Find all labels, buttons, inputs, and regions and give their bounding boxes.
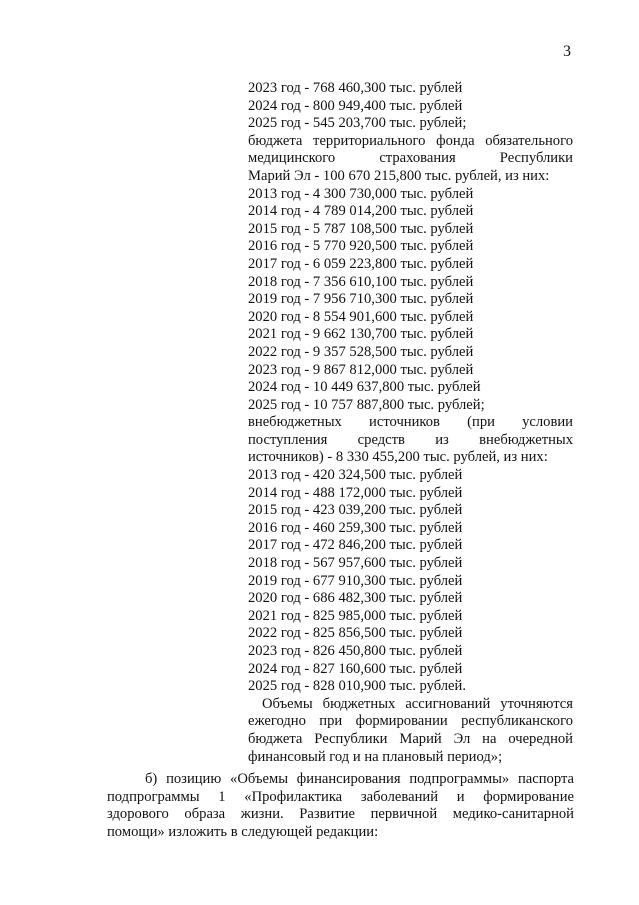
header-line: поступления средств из внебюджетных — [248, 431, 573, 448]
funding-line: 2020 год - 686 482,300 тыс. рублей — [248, 590, 463, 607]
funding-line: 2015 год - 423 039,200 тыс. рублей — [248, 502, 463, 519]
extrabudget-years-list — [248, 467, 573, 696]
page-number: 3 — [563, 43, 571, 60]
funding-line: 2014 год - 488 172,000 тыс. рублей — [248, 484, 463, 501]
paragraph-line: здорового образа жизни. Развитие первичной медико-санитарной — [107, 806, 574, 823]
funding-line: 2014 год - 4 789 014,200 тыс. рублей — [248, 203, 474, 220]
funding-line: 2017 год - 6 059 223,800 тыс. рублей — [248, 255, 474, 272]
paragraph-line: подпрограммы 1 «Профилактика заболеваний и формирование — [107, 788, 574, 805]
funding-line: 2018 год - 7 356 610,100 тыс. рублей — [248, 273, 474, 290]
funding-column — [248, 80, 573, 766]
header-line: медицинского страхования Республики — [248, 150, 573, 167]
closing-note: Объемы бюджетных ассигнований уточняются ежегодно при формировании республиканского бюджета Республики Марий Эл на очередной финансовый год и на плановый период»; — [248, 695, 573, 765]
tfoms-header — [248, 133, 573, 186]
header-line: бюджета территориального фонда обязательного — [248, 132, 573, 149]
funding-line: 2021 год - 9 662 130,700 тыс. рублей — [248, 326, 474, 343]
funding-line: 2025 год - 10 757 887,800 тыс. рублей; — [248, 396, 485, 413]
funding-line: 2018 год - 567 957,600 тыс. рублей — [248, 555, 463, 572]
funding-line: 2024 год - 10 449 637,800 тыс. рублей — [248, 379, 481, 396]
funding-line: 2022 год - 9 357 528,500 тыс. рублей — [248, 343, 474, 360]
republic-budget-list — [248, 80, 573, 133]
tfoms-years-list — [248, 186, 573, 415]
funding-line: 2016 год - 460 259,300 тыс. рублей — [248, 519, 463, 536]
funding-line: 2024 год - 800 949,400 тыс. рублей — [248, 97, 463, 114]
funding-line: 2019 год - 677 910,300 тыс. рублей — [248, 572, 463, 589]
paragraph-b — [107, 771, 574, 841]
funding-line: 2023 год - 9 867 812,000 тыс. рублей — [248, 361, 474, 378]
funding-line: 2015 год - 5 787 108,500 тыс. рублей — [248, 220, 474, 237]
funding-line: 2022 год - 825 856,500 тыс. рублей — [248, 625, 463, 642]
paragraph-line: б) позицию «Объемы финансирования подпрограммы» паспорта — [145, 771, 574, 787]
funding-line: 2023 год - 826 450,800 тыс. рублей — [248, 643, 463, 659]
funding-line: 2023 год - 768 460,300 тыс. рублей — [248, 80, 463, 96]
paragraph-line: помощи» изложить в следующей редакции: — [107, 823, 379, 840]
header-line: внебюджетных источников (при условии — [248, 414, 573, 431]
header-line: источников) - 8 330 455,200 тыс. рублей, из них: — [248, 449, 548, 466]
funding-line: 2020 год - 8 554 901,600 тыс. рублей — [248, 308, 474, 325]
extrabudget-header — [248, 414, 573, 467]
funding-line: 2013 год - 4 300 730,000 тыс. рублей — [248, 185, 474, 202]
funding-line: 2013 год - 420 324,500 тыс. рублей — [248, 467, 463, 484]
funding-line: 2025 год - 545 203,700 тыс. рублей; — [248, 115, 467, 132]
funding-line: 2017 год - 472 846,200 тыс. рублей — [248, 537, 463, 554]
funding-line: 2019 год - 7 956 710,300 тыс. рублей — [248, 291, 474, 308]
funding-line: 2021 год - 825 985,000 тыс. рублей — [248, 607, 463, 624]
funding-line: 2024 год - 827 160,600 тыс. рублей — [248, 660, 463, 677]
funding-line: 2016 год - 5 770 920,500 тыс. рублей — [248, 238, 474, 255]
funding-line: 2025 год - 828 010,900 тыс. рублей. — [248, 678, 466, 695]
header-line: Марий Эл - 100 670 215,800 тыс. рублей, из них: — [248, 167, 550, 184]
